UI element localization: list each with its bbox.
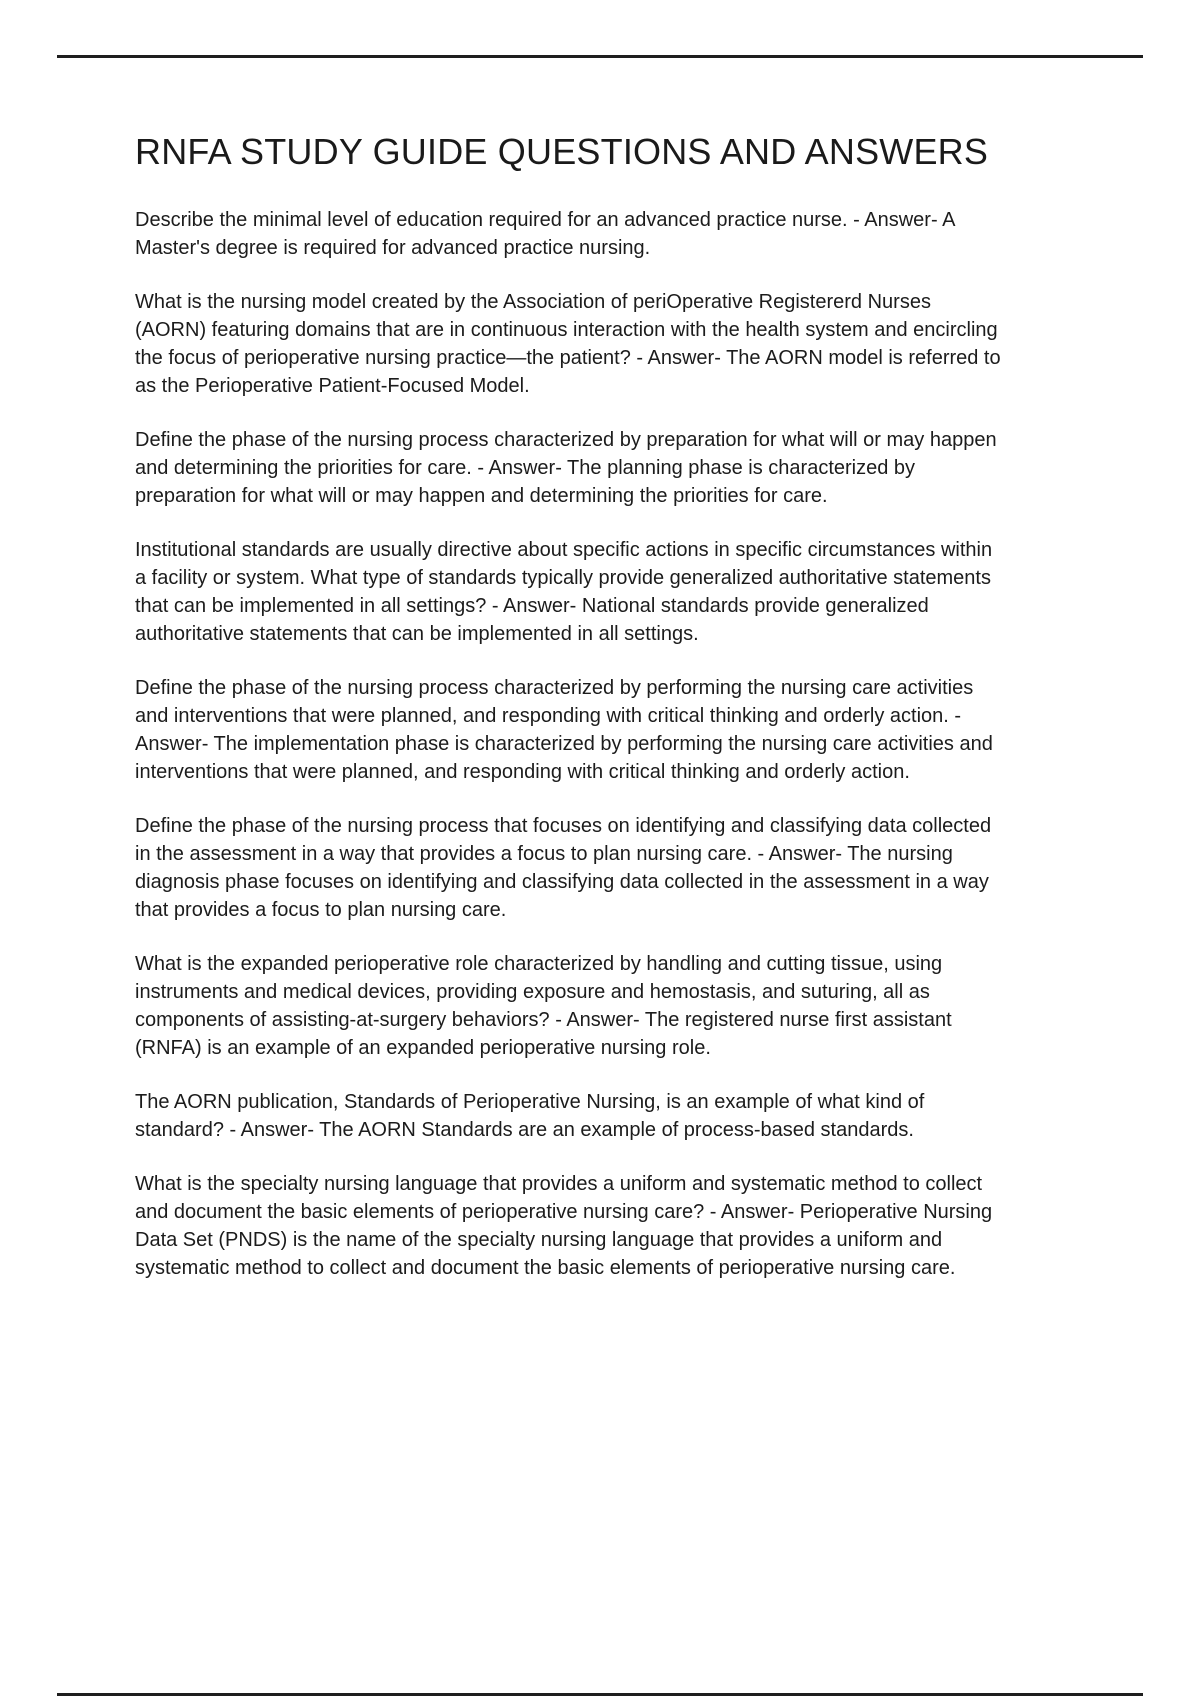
qa-paragraph-2: What is the nursing model created by the Association of periOperative Registererd Nurses (AORN) featuring domains that are in continuous interaction with the health system and encircling the focus of perioperative nursing practice—the patient? - Answer- The AORN model is referred to as the Perioperative Patient-Focused Model.: [135, 291, 1001, 397]
qa-paragraph-6: Define the phase of the nursing process that focuses on identifying and classifying data collected in the assessment in a way that provides a focus to plan nursing care. - Answer- The nursing diagnosis phase focuses on identifying and classifying data collected in the assessment in a way that provides a focus to plan nursing care.: [135, 815, 992, 921]
qa-paragraph-4: Institutional standards are usually directive about specific actions in specific circumstances within a facility or system. What type of standards typically provide generalized authoritative statements that can be implemented in all settings? - Answer- National standards provide generalized authoritative statements that can be implemented in all settings.: [135, 539, 993, 645]
bottom-rule: [57, 1693, 1143, 1696]
qa-paragraph-9: What is the specialty nursing language that provides a uniform and systematic method to collect and document the basic elements of perioperative nursing care? - Answer- Perioperative Nursing Data Set (PNDS) is the name of the specialty nursing language that provides a uniform and systematic method to collect and document the basic elements of perioperative nursing care.: [135, 1173, 993, 1279]
top-rule: [57, 55, 1143, 58]
qa-paragraph-1: Describe the minimal level of education required for an advanced practice nurse. - Answer- A Master's degree is required for advanced practice nursing.: [135, 209, 955, 259]
page-title: RNFA STUDY GUIDE QUESTIONS AND ANSWERS: [135, 131, 989, 172]
document-content: [135, 131, 1001, 1308]
qa-paragraph-5: Define the phase of the nursing process characterized by performing the nursing care activities and interventions that were planned, and responding with critical thinking and orderly action. - Answer- The implementation phase is characterized by performing the nursing care activities and interventions that were planned, and responding with critical thinking and orderly action.: [135, 677, 993, 783]
qa-paragraph-3: Define the phase of the nursing process characterized by preparation for what will or may happen and determining the priorities for care. - Answer- The planning phase is characterized by preparation for what will or may happen and determining the priorities for care.: [135, 429, 997, 507]
qa-paragraph-8: The AORN publication, Standards of Perioperative Nursing, is an example of what kind of standard? - Answer- The AORN Standards are an example of process-based standards.: [135, 1091, 925, 1141]
qa-paragraph-7: What is the expanded perioperative role characterized by handling and cutting tissue, using instruments and medical devices, providing exposure and hemostasis, and suturing, all as components of assisting-at-surgery behaviors? - Answer- The registered nurse first assistant (RNFA) is an example of an expanded perioperative nursing role.: [135, 953, 952, 1059]
